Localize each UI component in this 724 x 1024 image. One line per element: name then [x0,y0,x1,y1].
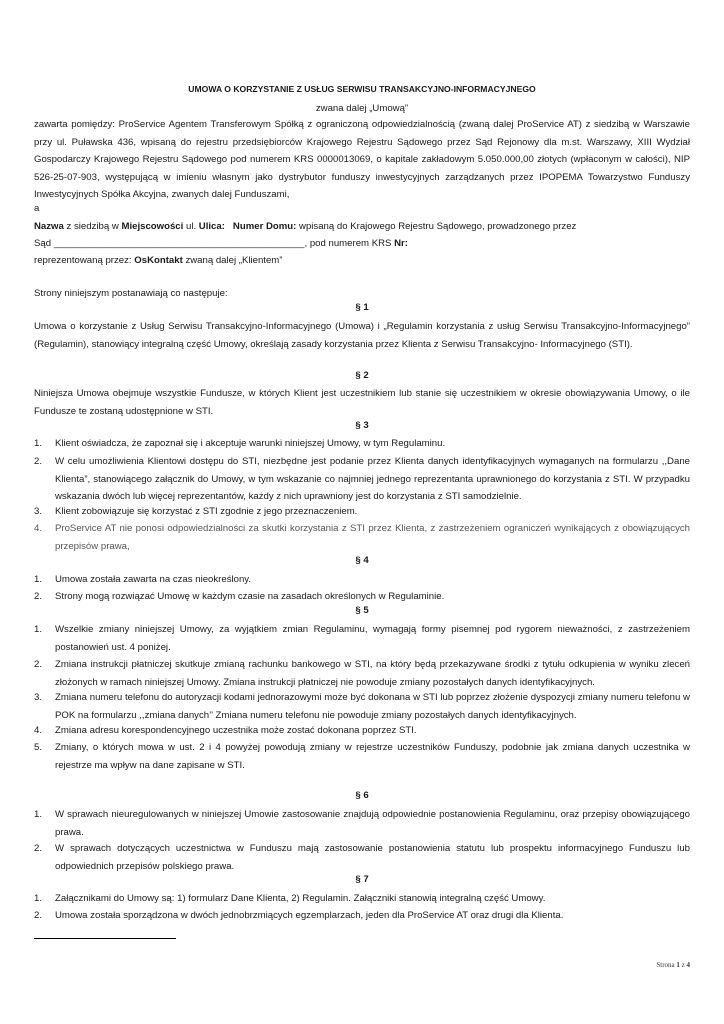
list-text: Umowa została zawarta na czas nieokreślony. [55,574,252,585]
represented-prefix: reprezentowaną przez: [34,255,135,266]
client-name-label: Nazwa [34,221,64,232]
list-text: Zmiana adresu korespondencyjnego uczestnika może zostać dokonana poprzez STI. [55,725,417,736]
client-street-label: Ulica: [198,221,225,232]
list-item [34,503,690,521]
client-description [34,218,690,236]
document-subtitle: zwana dalej „Umową” [315,103,409,114]
page-footer [656,961,690,969]
represented-label: OsKontakt [134,255,183,266]
agreement-intro: Strony niniejszym postanawiają co następuje: [34,288,228,299]
list-item [34,621,690,656]
list-item [34,722,690,740]
footer-total-pages: 4 [686,961,690,969]
represented-line [34,252,690,270]
list-item [34,689,690,724]
list-text: Zmiana instrukcji płatniczej skutkuje zmianą rachunku bankowego w STI, na który będą przekazywane środki z tytułu odkupienia w wyniku zleceń złożonych w ramach niniejszej Umowy. Zmiana instrukcji płatniczej nie powoduje zmiany pozostałych danych identyfikacyjnych. [55,659,690,688]
list-number: 2. [34,910,43,921]
list-text: Klient oświadcza, że zapoznał się i akceptuje warunki niniejszej Umowy, w tym Regulaminu. [55,438,446,449]
list-item [34,890,690,908]
court-line [34,235,690,253]
parties-intro: zawarta pomiędzy: ProService Agentem Transferowym Spółką z ograniczoną odpowiedzialnością (zwaną dalej ProService AT) z siedzibą w Warszawie przy ul. Puławska 436, wpisaną do rejestru przedsiębiorców Krajowego Rejestru Sądowego przez Sąd Rejonowy dla m.st. Warszawy, XIII Wydział Gospodarczy Krajowego Rejestru Sądowego pod numerem KRS 0000013069, o kapitale zakładowym 5.050.000,00 złotych (wpłaconym w całości), NIP 526-25-07-903, występującą w imieniu własnym jako dystrybutor funduszy inwestycyjnych zarządzanych przez IPOPEMA Towarzystwo Funduszy Inwestycyjnych Spółka Akcyjna, zwanych dalej Funduszami, [34,119,690,201]
list-number: 2. [34,456,43,467]
parties-and: a [34,203,40,214]
list-text: Klient zobowiązuje się korzystać z STI zgodnie z jego przeznaczeniem. [55,506,358,517]
footnote-divider [34,938,176,939]
client-registry-text: wpisaną do Krajowego Rejestru Sądowego, prowadzonego przez [296,221,577,232]
section-1-heading: § 1 [355,302,369,313]
list-text: Załącznikami do Umowy są: 1) formularz Dane Klienta, 2) Regulamin. Załączniki stanowią integralną część Umowy. [55,893,546,904]
section-1-text: Umowa o korzystanie z Usług Serwisu Transakcyjno-Informacyjnego (Umowa) i „Regulamin korzystania z usług Serwisu Transakcyjno-Informacyjnego” (Regulamin), stanowiący integralną część Umowy, określają zasady korzystania przez Klienta z Serwisu Transakcyjno- Informacyjnego (STI). [34,321,690,350]
list-item [34,907,690,925]
footer-prefix: Strona [656,961,677,969]
list-text: Zmiany, o których mowa w ust. 2 i 4 powyżej powodują zmiany w rejestrze uczestników Funduszy, podobnie jak zmiana danych uczestnika w rejestrze ma wpływ na dane zapisane w STI. [55,742,690,771]
represented-suffix: zwaną dalej „Klientem” [182,255,283,266]
list-item [34,656,690,691]
list-number: 3. [34,506,43,517]
list-item [34,806,690,841]
list-text: W sprawach nieuregulowanych w niniejszej Umowie zastosowanie znajdują odpowiednie postanowienia Regulaminu, oraz przepisy obowiązującego prawa. [55,809,690,838]
list-text: Strony mogą rozwiązać Umowę w każdym czasie na zasadach określonych w Regulaminie. [55,591,445,602]
client-seat-text: z siedzibą w [63,221,122,232]
list-item [34,840,690,875]
client-house-label: Numer Domu: [232,221,297,232]
list-text: W celu umożliwienia Klientowi dostępu do STI, niezbędne jest podanie przez Klienta danych identyfikacyjnych wymaganych na formularzu ,,Dane Klienta”, stanowiącego załącznik do Umowy, w tym wskazanie co najmniej jednego reprezentanta uprawnionego do korzystania z STI. W przypadku wskazania dwóch lub więcej reprezentantów, każdy z nich uprawniony jest do korzystania z STI samodzielnie. [55,456,690,503]
court-line-text: Sąd _______________________________________________, pod numerem KRS [34,238,395,249]
list-number: 1. [34,574,43,585]
document-title: UMOWA O KORZYSTANIE Z USŁUG SERWISU TRANSAKCYJNO-INFORMACYJNEGO [188,84,536,94]
list-text: ProService AT nie ponosi odpowiedzialności za skutki korzystania z STI przez Klienta, z zastrzeżeniem ograniczeń wynikających z obowiązujących przepisów prawa, [55,523,690,552]
list-number: 1. [34,893,43,904]
footer-page-number: 1 [676,961,680,969]
list-item [34,520,690,555]
section-2-text: Niniejsza Umowa obejmuje wszystkie Fundusze, w których Klient jest uczestnikiem lub stanie się uczestnikiem w okresie obowiązywania Umowy, o ile Fundusze te zostaną udostępnione w STI. [34,388,690,417]
list-number: 1. [34,624,43,635]
list-item [34,739,690,774]
krs-label: Nr: [394,238,408,249]
list-number: 4. [34,725,43,736]
list-number: 5. [34,742,43,753]
list-text: Wszelkie zmiany niniejszej Umowy, za wyjątkiem zmian Regulaminu, wymagają formy pisemnej pod rygorem nieważności, z zastrzeżeniem postanowień ust. 4 poniżej. [55,624,690,653]
section-5-heading: § 5 [355,605,369,616]
client-city-label: Miejscowości [121,221,184,232]
section-2-heading: § 2 [355,370,369,381]
list-text: Umowa została sporządzona w dwóch jednobrzmiących egzemplarzach, jeden dla ProService AT oraz drugi dla Klienta. [55,910,564,921]
list-number: 3. [34,692,43,703]
list-number: 2. [34,591,43,602]
section-4-heading: § 4 [355,555,369,566]
section-6-heading: § 6 [355,790,369,801]
section-3-heading: § 3 [355,420,369,431]
footer-middle: z [679,961,687,969]
list-item [34,571,690,589]
list-number: 2. [34,659,43,670]
list-number: 1. [34,809,43,820]
list-item [34,435,690,453]
list-item [34,588,690,606]
list-text: W sprawach dotyczących uczestnictwa w Funduszu mają zastosowanie postanowienia statutu lub prospektu informacyjnego Funduszu lub odpowiednich przepisów polskiego prawa. [55,843,690,872]
list-text: Zmiana numeru telefonu do autoryzacji kodami jednorazowymi może być dokonana w STI lub poprzez złożenie dyspozycji zmiany numeru telefonu w POK na formularzu ,,zmiana danych’’ Zmiana numeru telefonu nie powoduje zmiany pozostałych danych identyfikacyjnych. [55,692,690,721]
list-number: 4. [34,523,43,534]
client-street-prefix: ul. [183,221,199,232]
list-item [34,453,690,506]
list-number: 2. [34,843,43,854]
list-number: 1. [34,438,43,449]
section-7-heading: § 7 [355,874,369,885]
